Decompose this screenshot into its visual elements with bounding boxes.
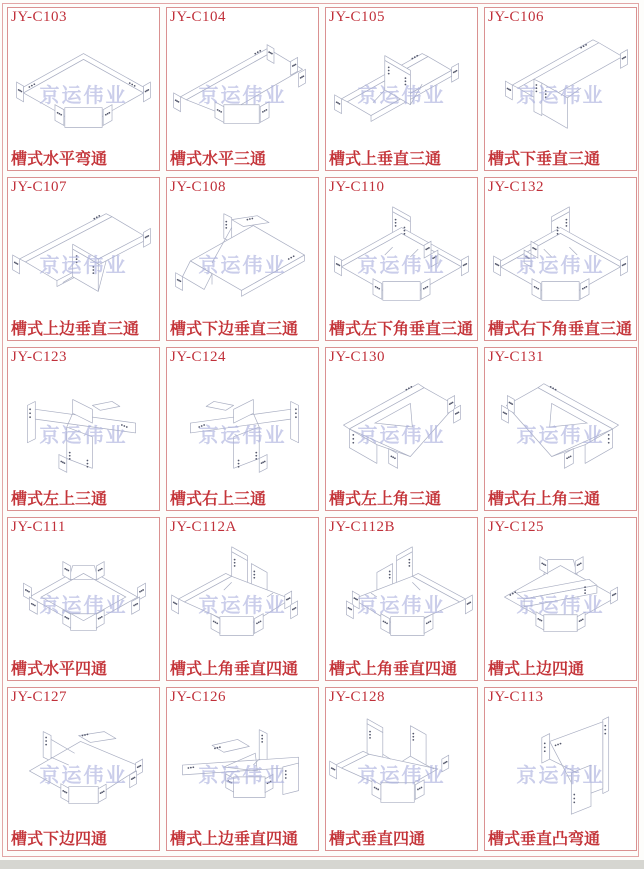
product-cell-jy-c128 <box>325 687 478 851</box>
watermark-text: 京运伟业 <box>39 85 128 108</box>
product-label: 槽式右下角垂直三通 <box>488 321 633 338</box>
product-drawing <box>485 368 636 488</box>
product-cell-jy-c125 <box>484 517 637 681</box>
product-code: JY-C106 <box>488 9 545 25</box>
watermark-text: 京运伟业 <box>39 765 128 788</box>
product-drawing <box>167 538 318 658</box>
watermark-text: 京运伟业 <box>516 425 605 448</box>
product-drawing <box>8 28 159 148</box>
product-code: JY-C110 <box>329 179 385 195</box>
product-label: 槽式水平弯通 <box>11 151 108 168</box>
product-cell-jy-c127 <box>7 687 160 851</box>
page-bottom-edge <box>0 860 644 869</box>
product-cell-jy-c110 <box>325 177 478 341</box>
product-cell-jy-c104 <box>166 7 319 171</box>
product-drawing <box>167 198 318 318</box>
watermark-text: 京运伟业 <box>357 85 446 108</box>
product-cell-jy-c108 <box>166 177 319 341</box>
product-label: 槽式右上三通 <box>170 491 267 508</box>
product-drawing <box>326 198 477 318</box>
product-drawing <box>8 198 159 318</box>
product-label: 槽式上角垂直四通 <box>170 661 299 678</box>
product-code: JY-C107 <box>11 179 68 195</box>
product-drawing <box>485 538 636 658</box>
watermark-text: 京运伟业 <box>198 765 287 788</box>
product-cell-jy-c112b <box>325 517 478 681</box>
product-cell-jy-c132 <box>484 177 637 341</box>
product-code: JY-C132 <box>488 179 545 195</box>
product-drawing <box>485 198 636 318</box>
product-code: JY-C123 <box>11 349 68 365</box>
product-code: JY-C124 <box>170 349 227 365</box>
product-label: 槽式左上三通 <box>11 491 108 508</box>
product-drawing <box>8 708 159 828</box>
product-drawing <box>326 368 477 488</box>
product-cell-jy-c105 <box>325 7 478 171</box>
product-code: JY-C126 <box>170 689 227 705</box>
watermark-text: 京运伟业 <box>39 595 128 618</box>
watermark-text: 京运伟业 <box>516 765 605 788</box>
product-drawing <box>167 368 318 488</box>
product-cell-jy-c106 <box>484 7 637 171</box>
product-cell-jy-c124 <box>166 347 319 511</box>
product-cell-jy-c103 <box>7 7 160 171</box>
product-drawing <box>8 368 159 488</box>
product-label: 槽式水平四通 <box>11 661 108 678</box>
watermark-text: 京运伟业 <box>39 255 128 278</box>
product-drawing <box>167 28 318 148</box>
product-cell-jy-c123 <box>7 347 160 511</box>
product-cell-jy-c131 <box>484 347 637 511</box>
product-label: 槽式上边垂直四通 <box>170 831 299 848</box>
product-label: 槽式上角垂直四通 <box>329 661 458 678</box>
watermark-text: 京运伟业 <box>39 425 128 448</box>
product-code: JY-C113 <box>488 689 544 705</box>
watermark-text: 京运伟业 <box>357 425 446 448</box>
product-code: JY-C105 <box>329 9 386 25</box>
product-label: 槽式上边四通 <box>488 661 585 678</box>
watermark-text: 京运伟业 <box>357 595 446 618</box>
watermark-text: 京运伟业 <box>516 595 605 618</box>
product-label: 槽式下边四通 <box>11 831 108 848</box>
product-drawing <box>485 708 636 828</box>
product-cell-jy-c107 <box>7 177 160 341</box>
product-code: JY-C130 <box>329 349 386 365</box>
product-label: 槽式右上角三通 <box>488 491 601 508</box>
product-cell-jy-c111 <box>7 517 160 681</box>
product-cell-jy-c112a <box>166 517 319 681</box>
product-label: 槽式上边垂直三通 <box>11 321 140 338</box>
product-cell-jy-c130 <box>325 347 478 511</box>
product-drawing <box>167 708 318 828</box>
product-code: JY-C112B <box>329 519 395 535</box>
product-drawing <box>326 708 477 828</box>
watermark-text: 京运伟业 <box>357 765 446 788</box>
watermark-text: 京运伟业 <box>198 255 287 278</box>
product-code: JY-C112A <box>170 519 237 535</box>
product-code: JY-C127 <box>11 689 68 705</box>
watermark-text: 京运伟业 <box>198 595 287 618</box>
watermark-text: 京运伟业 <box>357 255 446 278</box>
product-code: JY-C131 <box>488 349 545 365</box>
product-code: JY-C125 <box>488 519 545 535</box>
product-label: 槽式下垂直三通 <box>488 151 601 168</box>
product-label: 槽式垂直四通 <box>329 831 426 848</box>
product-cell-jy-c113 <box>484 687 637 851</box>
product-code: JY-C103 <box>11 9 68 25</box>
watermark-text: 京运伟业 <box>516 85 605 108</box>
product-label: 槽式上垂直三通 <box>329 151 442 168</box>
product-label: 槽式下边垂直三通 <box>170 321 299 338</box>
product-code: JY-C111 <box>11 519 66 535</box>
product-cell-jy-c126 <box>166 687 319 851</box>
product-label: 槽式左上角三通 <box>329 491 442 508</box>
product-drawing <box>326 538 477 658</box>
product-code: JY-C128 <box>329 689 386 705</box>
watermark-text: 京运伟业 <box>198 425 287 448</box>
watermark-text: 京运伟业 <box>516 255 605 278</box>
product-label: 槽式水平三通 <box>170 151 267 168</box>
product-code: JY-C104 <box>170 9 227 25</box>
watermark-text: 京运伟业 <box>198 85 287 108</box>
product-code: JY-C108 <box>170 179 227 195</box>
product-drawing <box>485 28 636 148</box>
product-label: 槽式垂直凸弯通 <box>488 831 601 848</box>
product-drawing <box>8 538 159 658</box>
product-label: 槽式左下角垂直三通 <box>329 321 474 338</box>
product-drawing <box>326 28 477 148</box>
product-grid <box>7 7 637 851</box>
